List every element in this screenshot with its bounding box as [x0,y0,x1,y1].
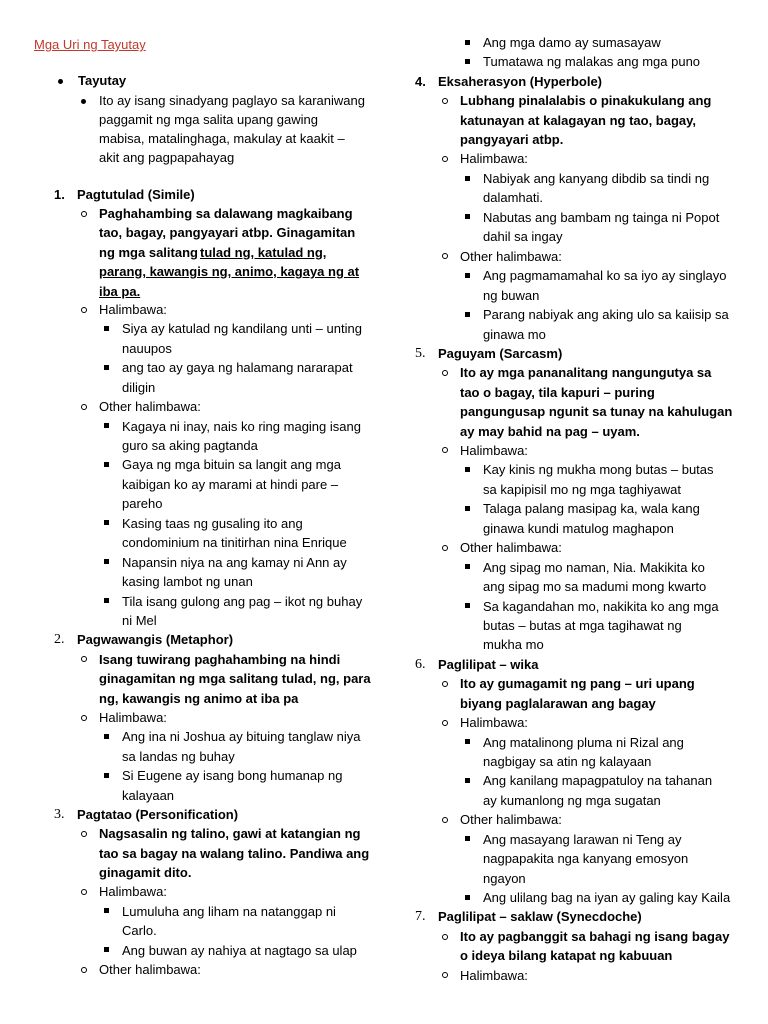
example-line: Nabutas ang bambam ng tainga ni Popot [483,210,720,225]
section-heading: Paglilipat – wika [438,657,539,672]
example-line: nagbigay sa atin ng kalayaan [483,754,652,769]
definition-line: pangungusap ngunit sa tunay na kahulugan [460,404,733,419]
circle-bullet [81,656,87,662]
definition-line: ginagamit dito. [99,865,192,880]
circle-bullet [442,681,448,687]
example-line: dahil sa ingay [483,229,563,244]
example-line: sa landas ng buhay [122,749,235,764]
definition-line: Isang tuwirang paghahambing na hindi [99,652,341,667]
example-line: ang sipag mo sa madumi mong kwarto [483,579,707,594]
square-bullet [104,326,109,331]
other-halimbawa-label: Other halimbawa: [99,962,201,977]
square-bullet [104,365,109,370]
example-line: mukha mo [483,637,544,652]
example-line: Napansin niya na ang kamay ni Ann ay [122,555,347,570]
other-halimbawa-label: Other halimbawa: [460,812,562,827]
square-bullet [104,423,109,428]
definition-line: tao sa bagay na walang talino. Pandiwa ang [99,846,370,861]
definition-line: Ito ay pagbanggit sa bahagi ng isang bagay [460,929,730,944]
square-bullet [465,467,470,472]
example-line: Kagaya ni inay, nais ko ring maging isang [122,419,361,434]
section-heading: Paglilipat – saklaw (Synecdoche) [438,909,642,924]
section-heading: Pagwawangis (Metaphor) [77,632,234,647]
section-number: 1. [54,187,65,202]
example-line: ginawa mo [483,327,546,342]
section-heading: Pagtutulad (Simile) [77,187,195,202]
definition-line: Ito ay mga pananalitang nangungutya sa [460,365,712,380]
halimbawa-label: Halimbawa: [99,302,167,317]
example-line: sa kapipisil mo ng mga taghiyawat [483,482,681,497]
example-line: Nabiyak ang kanyang dibdib sa tindi ng [483,171,710,186]
example-line: Ang ulilang bag na iyan ay galing kay Kaila [483,890,731,905]
circle-bullet [442,370,448,376]
circle-bullet [81,889,87,895]
example-line: Sa kagandahan mo, nakikita ko ang mga [483,599,719,614]
square-bullet [104,947,109,952]
square-bullet [104,520,109,525]
example-line: Ang sipag mo naman, Nia. Makikita ko [483,560,705,575]
square-bullet [104,559,109,564]
example-line: Ang matalinong pluma ni Rizal ang [483,735,684,750]
example-line: Tila isang gulong ang pag – ikot ng buhay [122,594,363,609]
square-bullet [104,773,109,778]
example-line: kalayaan [122,788,175,803]
example-line: kaibigan ko ay marami at hindi pare – [122,477,339,492]
example-line: guro sa aking pagtanda [122,438,258,453]
square-bullet [465,506,470,511]
example-line: condominium na tinitirhan nina Enrique [122,535,347,550]
definition-keywords: tulad ng, katulad ng, [200,245,327,260]
circle-bullet [81,404,87,410]
example-line: Ang mga damo ay sumasayaw [483,35,661,50]
halimbawa-label: Halimbawa: [460,151,528,166]
example-line: ang tao ay gaya ng halamang nararapat [122,360,353,375]
example-line: Si Eugene ay isang bong humanap ng [122,768,343,783]
intro-line: Ito ay isang sinadyang paglayo sa karaniwang [99,93,365,108]
definition-line: ng, kawangis ng animo at iba pa [99,691,299,706]
definition-line: pangyayari atbp. [460,132,564,147]
definition-line: tao o bagay, tila kapuri – puring [460,385,655,400]
square-bullet [104,598,109,603]
section-number: 5. [415,346,426,361]
definition-keywords: iba pa. [99,284,141,299]
definition-line: tao, bagay, pangyayari atbp. Ginagamitan [99,225,356,240]
example-line: ay kumanlong ng mga sugatan [483,793,661,808]
section-heading: Pagtatao (Personification) [77,807,239,822]
circle-bullet [81,967,87,973]
example-line: Ang kanilang mapagpatuloy na tahanan [483,773,713,788]
example-line: Carlo. [122,923,157,938]
halimbawa-label: Halimbawa: [460,715,528,730]
definition-line: Lubhang pinalalabis o pinakukulang ang [460,93,712,108]
square-bullet [465,273,470,278]
square-bullet [465,176,470,181]
section-number: 3. [54,807,65,822]
example-line: ngayon [483,871,526,886]
definition-line: ng mga salitang [99,245,198,260]
square-bullet [465,739,470,744]
example-line: Parang nabiyak ang aking ulo sa kaiisip sa [483,307,729,322]
circle-bullet [81,715,87,721]
example-line: pareho [122,496,163,511]
definition-line: Nagsasalin ng talino, gawi at katangian ng [99,826,361,841]
square-bullet [465,603,470,608]
square-bullet [465,564,470,569]
square-bullet [465,59,470,64]
bullet-dot [58,79,63,84]
example-line: ni Mel [122,613,157,628]
definition-line: ginagamitan ng mga salitang tulad, ng, para [99,671,371,686]
square-bullet [465,778,470,783]
intro-line: paggamit ng mga salita upang gawing [99,112,318,127]
example-line: Ang ina ni Joshua ay bituing tanglaw niya [122,729,361,744]
other-halimbawa-label: Other halimbawa: [460,249,562,264]
example-line: dalamhati. [483,190,543,205]
square-bullet [465,214,470,219]
bullet-dot [81,99,86,104]
example-line: Siya ay katulad ng kandilang unti – unting [122,321,362,336]
definition-line: Ito ay gumagamit ng pang – uri upang [460,676,695,691]
section-number: 2. [54,632,65,647]
halimbawa-label: Halimbawa: [460,443,528,458]
square-bullet [465,895,470,900]
section-heading: Eksaherasyon (Hyperbole) [438,74,603,89]
circle-bullet [81,211,87,217]
example-line: ginawa kundi matulog maghapon [483,521,674,536]
circle-bullet [81,831,87,837]
example-line: kasing lambot ng unan [122,574,253,589]
example-line: nauupos [122,341,172,356]
circle-bullet [442,817,448,823]
circle-bullet [442,720,448,726]
other-halimbawa-label: Other halimbawa: [460,540,562,555]
circle-bullet [442,98,448,104]
example-line: Tumatawa ng malakas ang mga puno [483,54,701,69]
other-halimbawa-label: Other halimbawa: [99,399,201,414]
square-bullet [104,734,109,739]
definition-line: katunayan at kalagayan ng tao, bagay, [460,113,697,128]
example-line: Kasing taas ng gusaling ito ang [122,516,303,531]
circle-bullet [442,156,448,162]
example-line: diligin [122,380,156,395]
intro-line: mabisa, matalinghaga, makulay at kaakit – [99,131,345,146]
definition-keywords: parang, kawangis ng, animo, kagaya ng at [99,264,360,279]
section-number: 4. [415,74,426,89]
example-line: Talaga palang masipag ka, wala kang [483,501,700,516]
circle-bullet [442,934,448,940]
circle-bullet [81,307,87,313]
section-number: 6. [415,657,426,672]
square-bullet [465,40,470,45]
section-heading: Paguyam (Sarcasm) [438,346,563,361]
halimbawa-label: Halimbawa: [99,884,167,899]
section-number: 7. [415,909,426,924]
square-bullet [104,908,109,913]
definition-line: ay may bahid na pag – uyam. [460,424,640,439]
example-line: Lumuluha ang liham na natanggap ni [122,904,336,919]
halimbawa-label: Halimbawa: [460,968,528,983]
example-line: Gaya ng mga bituin sa langit ang mga [122,457,341,472]
page-title: Mga Uri ng Tayutay [34,37,146,52]
circle-bullet [442,972,448,978]
example-line: nagpapakita nga kanyang emosyon [483,851,689,866]
example-line: Ang masayang larawan ni Teng ay [483,832,682,847]
definition-line: Paghahambing sa dalawang magkaibang [99,206,353,221]
circle-bullet [442,545,448,551]
square-bullet [465,312,470,317]
example-line: Ang buwan ay nahiya at nagtago sa ulap [122,943,357,958]
square-bullet [104,462,109,467]
circle-bullet [442,447,448,453]
example-line: Kay kinis ng mukha mong butas – butas [483,462,714,477]
intro-heading: Tayutay [78,73,127,88]
definition-line: o ideya bilang katapat ng kabuuan [460,948,673,963]
example-line: ng buwan [483,288,540,303]
example-line: butas – butas at mga tagihawat ng [483,618,682,633]
circle-bullet [442,253,448,259]
square-bullet [465,836,470,841]
intro-line: akit ang pagpapahayag [99,150,235,165]
example-line: Ang pagmamamahal ko sa iyo ay singlayo [483,268,727,283]
definition-line: biyang paglalarawan ang bagay [460,696,656,711]
halimbawa-label: Halimbawa: [99,710,167,725]
